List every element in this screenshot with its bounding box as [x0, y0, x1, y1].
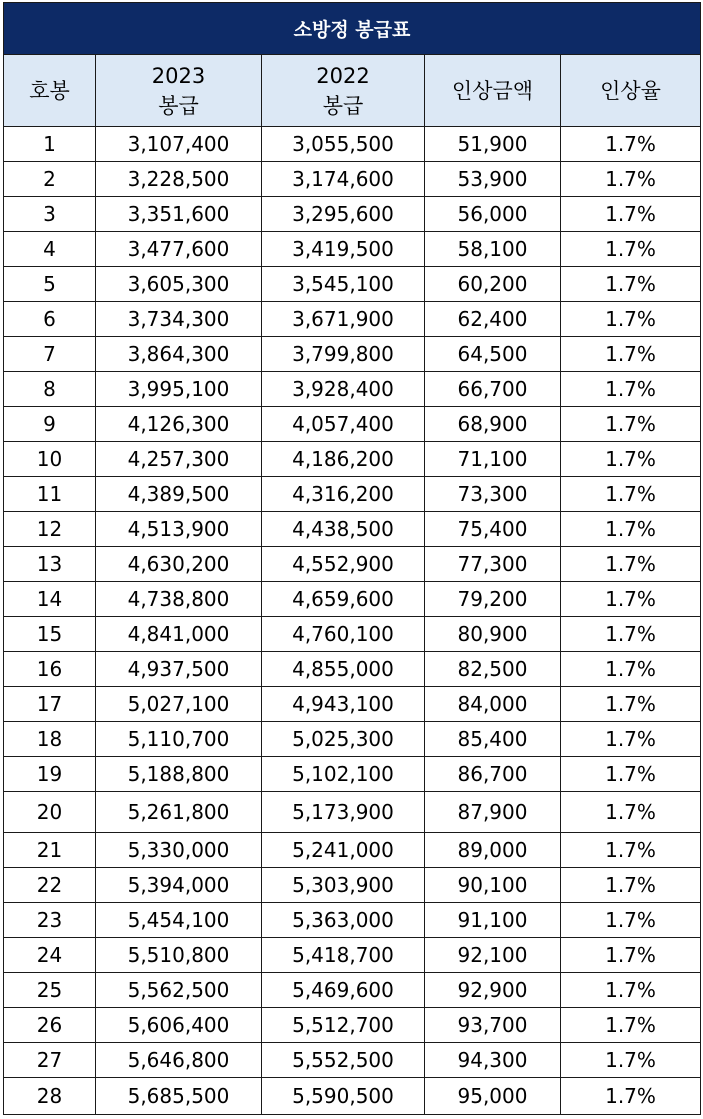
cell-increase-rate: 1.7%	[561, 687, 701, 722]
table-row	[4, 337, 701, 372]
cell-grade: 28	[4, 1078, 96, 1115]
cell-increase-rate: 1.7%	[561, 372, 701, 407]
cell-salary-2022: 4,855,000	[262, 652, 425, 687]
table-row	[4, 1078, 701, 1115]
header-2022-label: 봉급	[322, 93, 364, 118]
cell-salary-2023: 5,261,800	[96, 792, 262, 833]
cell-grade: 15	[4, 617, 96, 652]
cell-increase-amount: 77,300	[425, 547, 561, 582]
cell-increase-rate: 1.7%	[561, 442, 701, 477]
cell-increase-rate: 1.7%	[561, 1008, 701, 1043]
table-row	[4, 162, 701, 197]
cell-increase-rate: 1.7%	[561, 547, 701, 582]
cell-salary-2022: 3,295,600	[262, 197, 425, 232]
header-2022-year: 2022	[316, 63, 370, 88]
table-row	[4, 687, 701, 722]
cell-salary-2022: 4,438,500	[262, 512, 425, 547]
table-row	[4, 477, 701, 512]
cell-salary-2022: 3,055,500	[262, 127, 425, 162]
cell-salary-2023: 4,257,300	[96, 442, 262, 477]
cell-salary-2022: 4,552,900	[262, 547, 425, 582]
cell-increase-rate: 1.7%	[561, 162, 701, 197]
cell-increase-amount: 73,300	[425, 477, 561, 512]
cell-increase-rate: 1.7%	[561, 337, 701, 372]
table-row	[4, 868, 701, 903]
cell-increase-rate: 1.7%	[561, 792, 701, 833]
table-row	[4, 722, 701, 757]
cell-salary-2022: 5,025,300	[262, 722, 425, 757]
cell-salary-2023: 5,110,700	[96, 722, 262, 757]
table-row	[4, 973, 701, 1008]
salary-table	[3, 2, 701, 1115]
table-row	[4, 582, 701, 617]
cell-increase-rate: 1.7%	[561, 833, 701, 868]
cell-grade: 3	[4, 197, 96, 232]
cell-salary-2023: 3,107,400	[96, 127, 262, 162]
cell-increase-rate: 1.7%	[561, 652, 701, 687]
cell-increase-amount: 68,900	[425, 407, 561, 442]
table-row	[4, 197, 701, 232]
cell-salary-2023: 5,394,000	[96, 868, 262, 903]
cell-increase-rate: 1.7%	[561, 1078, 701, 1115]
header-increase-amount: 인상금액	[425, 55, 561, 127]
table-row	[4, 1008, 701, 1043]
cell-grade: 14	[4, 582, 96, 617]
cell-salary-2023: 4,513,900	[96, 512, 262, 547]
cell-increase-amount: 80,900	[425, 617, 561, 652]
cell-salary-2022: 5,590,500	[262, 1078, 425, 1115]
cell-grade: 21	[4, 833, 96, 868]
cell-grade: 23	[4, 903, 96, 938]
column-header-row	[4, 55, 701, 127]
cell-salary-2022: 4,316,200	[262, 477, 425, 512]
cell-grade: 19	[4, 757, 96, 792]
table-row	[4, 833, 701, 868]
cell-salary-2022: 5,173,900	[262, 792, 425, 833]
cell-grade: 8	[4, 372, 96, 407]
cell-increase-amount: 71,100	[425, 442, 561, 477]
cell-salary-2022: 5,303,900	[262, 868, 425, 903]
cell-increase-rate: 1.7%	[561, 757, 701, 792]
cell-grade: 26	[4, 1008, 96, 1043]
cell-increase-amount: 56,000	[425, 197, 561, 232]
cell-increase-rate: 1.7%	[561, 232, 701, 267]
cell-increase-rate: 1.7%	[561, 903, 701, 938]
cell-salary-2022: 5,241,000	[262, 833, 425, 868]
table-title-row	[4, 3, 701, 55]
table-row	[4, 938, 701, 973]
cell-salary-2023: 4,389,500	[96, 477, 262, 512]
cell-salary-2022: 5,102,100	[262, 757, 425, 792]
cell-increase-amount: 53,900	[425, 162, 561, 197]
cell-increase-rate: 1.7%	[561, 407, 701, 442]
cell-salary-2023: 4,841,000	[96, 617, 262, 652]
cell-increase-rate: 1.7%	[561, 973, 701, 1008]
cell-salary-2023: 3,477,600	[96, 232, 262, 267]
cell-salary-2022: 3,928,400	[262, 372, 425, 407]
cell-increase-rate: 1.7%	[561, 1043, 701, 1078]
header-increase-rate: 인상율	[561, 55, 701, 127]
table-row	[4, 232, 701, 267]
cell-salary-2023: 5,685,500	[96, 1078, 262, 1115]
cell-grade: 10	[4, 442, 96, 477]
cell-salary-2023: 4,126,300	[96, 407, 262, 442]
cell-increase-amount: 86,700	[425, 757, 561, 792]
cell-increase-amount: 60,200	[425, 267, 561, 302]
table-row	[4, 407, 701, 442]
cell-salary-2023: 3,734,300	[96, 302, 262, 337]
table-row	[4, 1043, 701, 1078]
cell-salary-2022: 3,545,100	[262, 267, 425, 302]
cell-salary-2023: 3,995,100	[96, 372, 262, 407]
cell-increase-rate: 1.7%	[561, 582, 701, 617]
cell-grade: 13	[4, 547, 96, 582]
table-row	[4, 127, 701, 162]
cell-grade: 22	[4, 868, 96, 903]
cell-increase-rate: 1.7%	[561, 267, 701, 302]
cell-grade: 2	[4, 162, 96, 197]
cell-grade: 24	[4, 938, 96, 973]
table-row	[4, 903, 701, 938]
cell-increase-amount: 79,200	[425, 582, 561, 617]
cell-salary-2022: 3,419,500	[262, 232, 425, 267]
header-2023-year: 2023	[151, 63, 206, 88]
cell-increase-rate: 1.7%	[561, 477, 701, 512]
cell-salary-2022: 5,469,600	[262, 973, 425, 1008]
cell-grade: 9	[4, 407, 96, 442]
cell-increase-amount: 94,300	[425, 1043, 561, 1078]
cell-salary-2022: 5,418,700	[262, 938, 425, 973]
cell-salary-2023: 5,027,100	[96, 687, 262, 722]
cell-grade: 20	[4, 792, 96, 833]
cell-grade: 27	[4, 1043, 96, 1078]
table-row	[4, 757, 701, 792]
table-row	[4, 442, 701, 477]
cell-increase-rate: 1.7%	[561, 127, 701, 162]
cell-increase-amount: 92,100	[425, 938, 561, 973]
cell-grade: 5	[4, 267, 96, 302]
cell-increase-amount: 64,500	[425, 337, 561, 372]
table-row	[4, 302, 701, 337]
cell-increase-amount: 84,000	[425, 687, 561, 722]
cell-salary-2023: 3,351,600	[96, 197, 262, 232]
cell-increase-amount: 66,700	[425, 372, 561, 407]
cell-salary-2022: 5,512,700	[262, 1008, 425, 1043]
cell-grade: 16	[4, 652, 96, 687]
table-row	[4, 267, 701, 302]
header-salary-2022	[262, 55, 425, 127]
cell-grade: 18	[4, 722, 96, 757]
cell-salary-2022: 4,057,400	[262, 407, 425, 442]
cell-salary-2022: 5,552,500	[262, 1043, 425, 1078]
cell-salary-2022: 4,760,100	[262, 617, 425, 652]
cell-salary-2023: 5,562,500	[96, 973, 262, 1008]
cell-salary-2022: 5,363,000	[262, 903, 425, 938]
cell-increase-amount: 90,100	[425, 868, 561, 903]
table-row	[4, 652, 701, 687]
cell-increase-amount: 87,900	[425, 792, 561, 833]
cell-grade: 7	[4, 337, 96, 372]
cell-increase-amount: 91,100	[425, 903, 561, 938]
cell-salary-2023: 5,330,000	[96, 833, 262, 868]
cell-increase-rate: 1.7%	[561, 868, 701, 903]
cell-increase-amount: 62,400	[425, 302, 561, 337]
cell-grade: 6	[4, 302, 96, 337]
header-grade: 호봉	[4, 55, 96, 127]
cell-increase-amount: 89,000	[425, 833, 561, 868]
cell-salary-2022: 4,186,200	[262, 442, 425, 477]
cell-salary-2023: 3,864,300	[96, 337, 262, 372]
cell-grade: 1	[4, 127, 96, 162]
cell-grade: 25	[4, 973, 96, 1008]
cell-salary-2022: 3,671,900	[262, 302, 425, 337]
cell-grade: 17	[4, 687, 96, 722]
cell-grade: 4	[4, 232, 96, 267]
cell-increase-rate: 1.7%	[561, 197, 701, 232]
cell-increase-amount: 75,400	[425, 512, 561, 547]
cell-salary-2023: 5,606,400	[96, 1008, 262, 1043]
table-row	[4, 617, 701, 652]
table-row	[4, 547, 701, 582]
cell-increase-amount: 93,700	[425, 1008, 561, 1043]
cell-salary-2023: 3,228,500	[96, 162, 262, 197]
cell-grade: 11	[4, 477, 96, 512]
table-row	[4, 512, 701, 547]
table-title: 소방정 봉급표	[4, 3, 701, 55]
cell-grade: 12	[4, 512, 96, 547]
cell-increase-amount: 58,100	[425, 232, 561, 267]
cell-salary-2023: 5,188,800	[96, 757, 262, 792]
cell-salary-2023: 5,646,800	[96, 1043, 262, 1078]
cell-increase-amount: 92,900	[425, 973, 561, 1008]
table-row	[4, 372, 701, 407]
cell-increase-amount: 95,000	[425, 1078, 561, 1115]
cell-increase-rate: 1.7%	[561, 938, 701, 973]
cell-increase-amount: 85,400	[425, 722, 561, 757]
cell-salary-2022: 3,174,600	[262, 162, 425, 197]
cell-increase-amount: 51,900	[425, 127, 561, 162]
cell-salary-2023: 3,605,300	[96, 267, 262, 302]
cell-salary-2022: 4,943,100	[262, 687, 425, 722]
cell-salary-2022: 4,659,600	[262, 582, 425, 617]
cell-salary-2023: 4,630,200	[96, 547, 262, 582]
cell-salary-2023: 4,738,800	[96, 582, 262, 617]
header-2023-label: 봉급	[158, 93, 199, 118]
cell-increase-rate: 1.7%	[561, 722, 701, 757]
cell-increase-rate: 1.7%	[561, 617, 701, 652]
cell-salary-2023: 5,454,100	[96, 903, 262, 938]
header-salary-2023	[96, 55, 262, 127]
table-row	[4, 792, 701, 833]
cell-salary-2022: 3,799,800	[262, 337, 425, 372]
cell-increase-amount: 82,500	[425, 652, 561, 687]
cell-salary-2023: 4,937,500	[96, 652, 262, 687]
cell-salary-2023: 5,510,800	[96, 938, 262, 973]
cell-increase-rate: 1.7%	[561, 512, 701, 547]
cell-increase-rate: 1.7%	[561, 302, 701, 337]
